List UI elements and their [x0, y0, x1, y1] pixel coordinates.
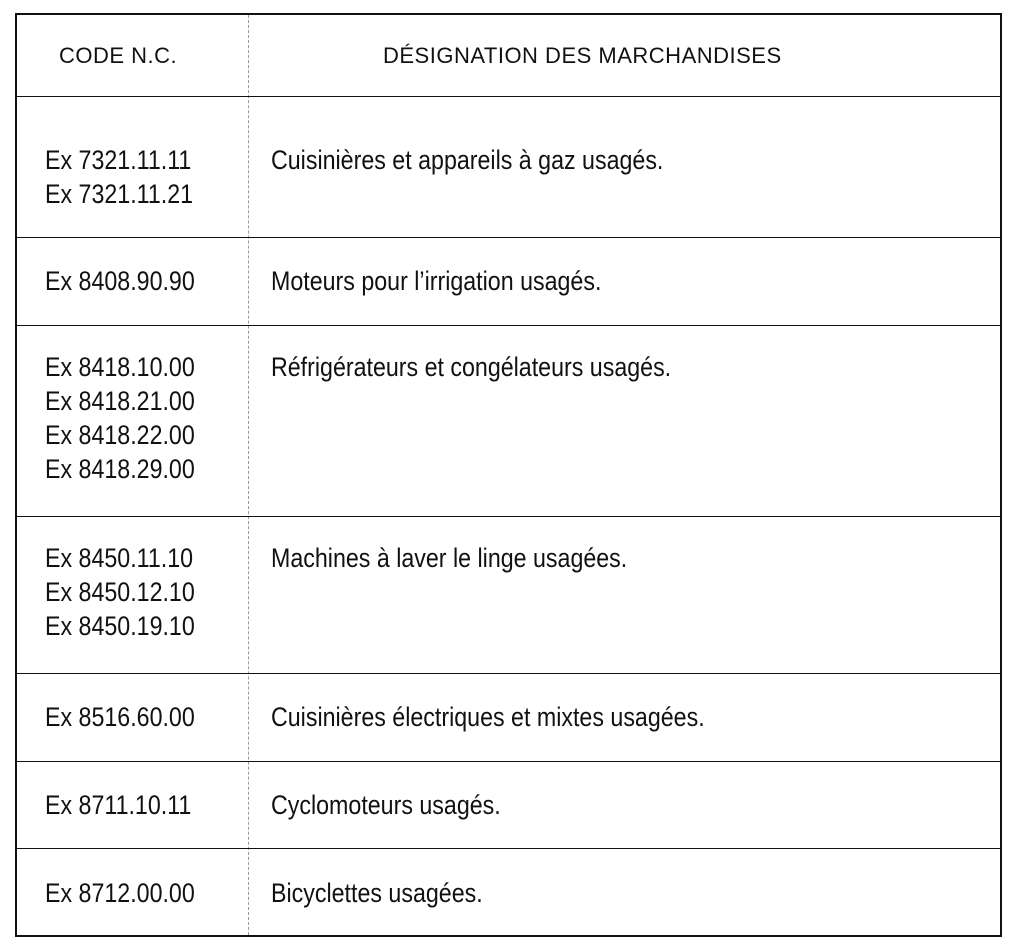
table-row	[17, 326, 1000, 517]
code-cell: Ex 8418.22.00	[45, 420, 195, 450]
header-code-nc: CODE N.C.	[59, 43, 178, 68]
designation-cell: Bicyclettes usagées.	[271, 878, 483, 908]
code-cell: Ex 8450.12.10	[45, 577, 195, 607]
designation-cell: Cuisinières et appareils à gaz usagés.	[271, 145, 664, 175]
code-cell: Ex 7321.11.21	[45, 179, 194, 209]
code-list	[45, 264, 195, 298]
code-list	[45, 700, 195, 734]
table-row	[17, 517, 1000, 674]
table-row	[17, 238, 1000, 326]
code-list	[45, 143, 193, 211]
designation-cell: Cyclomoteurs usagés.	[271, 790, 501, 820]
code-cell: Ex 8450.19.10	[45, 611, 195, 641]
code-cell: Ex 8516.60.00	[45, 702, 195, 732]
table-header-row	[17, 15, 1000, 97]
code-cell: Ex 7321.11.11	[45, 145, 192, 175]
table-row	[17, 674, 1000, 762]
table-row	[17, 762, 1000, 849]
header-designation: DÉSIGNATION DES MARCHANDISES	[383, 43, 782, 68]
goods-table	[15, 13, 1002, 937]
code-cell: Ex 8450.11.10	[45, 543, 194, 573]
table-row	[17, 97, 1000, 238]
code-list	[45, 876, 195, 910]
code-cell: Ex 8418.21.00	[45, 386, 195, 416]
code-cell: Ex 8418.29.00	[45, 454, 195, 484]
code-list	[45, 350, 195, 486]
designation-cell: Moteurs pour l’irrigation usagés.	[271, 266, 602, 296]
code-list	[45, 788, 191, 822]
designation-cell: Réfrigérateurs et congélateurs usagés.	[271, 352, 672, 382]
designation-cell: Cuisinières électriques et mixtes usagées.	[271, 702, 705, 732]
code-cell: Ex 8408.90.90	[45, 266, 195, 296]
code-cell: Ex 8711.10.11	[45, 790, 192, 820]
code-cell: Ex 8418.10.00	[45, 352, 195, 382]
code-cell: Ex 8712.00.00	[45, 878, 195, 908]
table-row	[17, 849, 1000, 935]
code-list	[45, 541, 195, 643]
designation-cell: Machines à laver le linge usagées.	[271, 543, 628, 573]
